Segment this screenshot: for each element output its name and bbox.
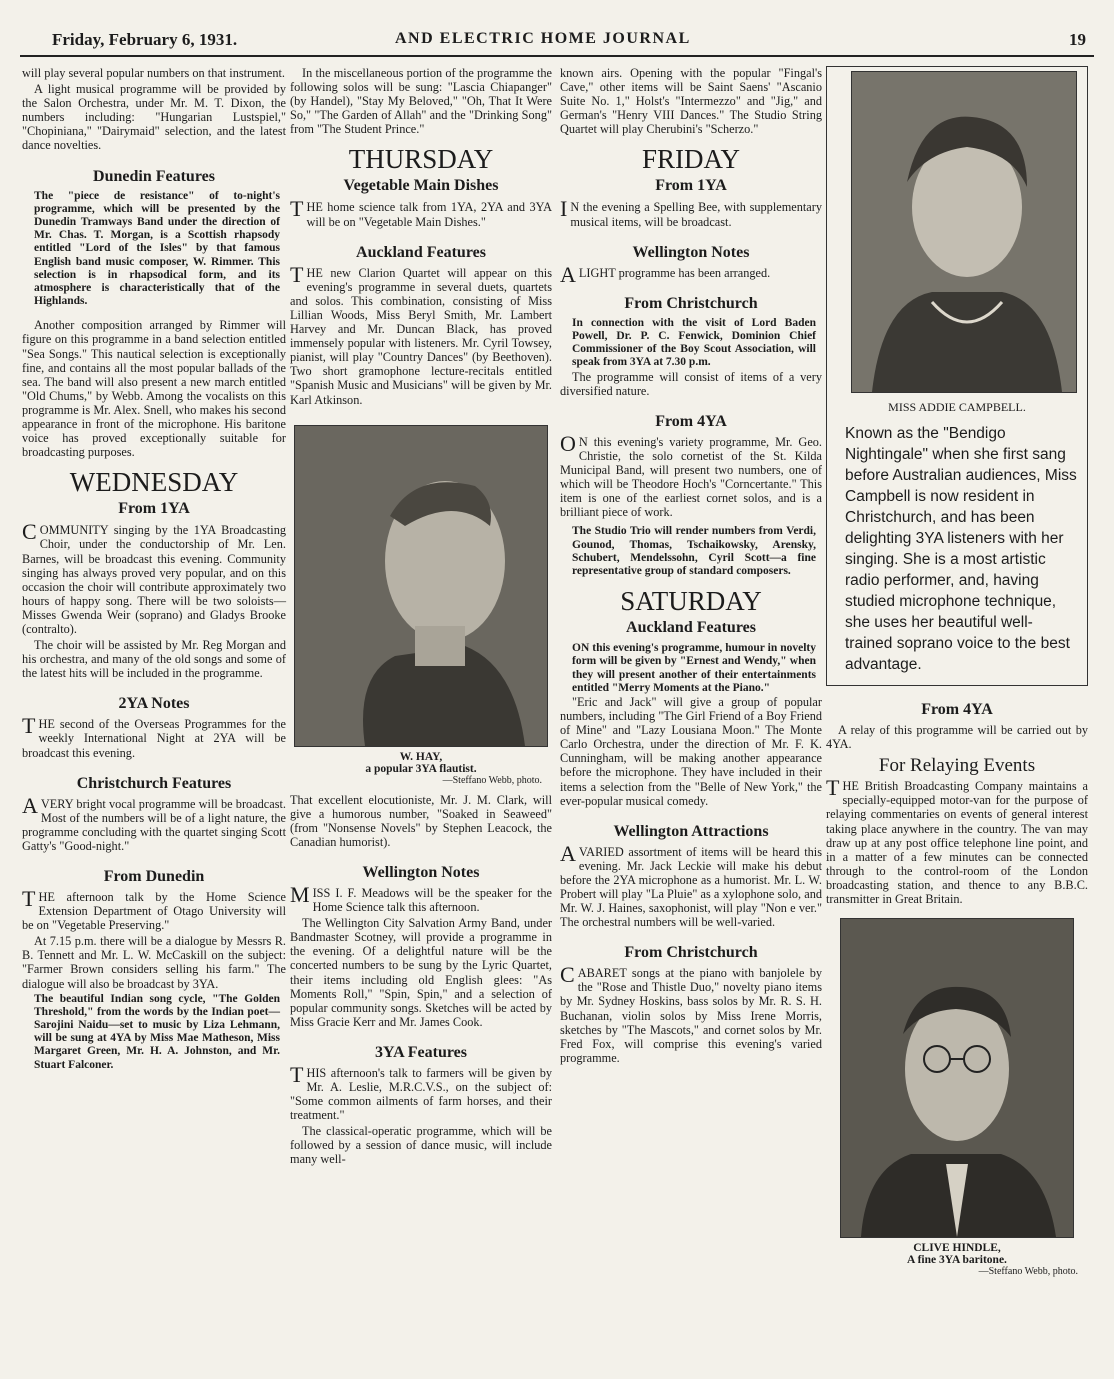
portrait-image: [841, 919, 1073, 1237]
portrait-image: [852, 72, 1077, 392]
caption-credit: —Steffano Webb, photo.: [978, 1266, 1078, 1278]
column-4: [826, 66, 1088, 1278]
heading-saturday: SATURDAY: [620, 586, 762, 617]
paragraph: Another composition arranged by Rimmer will figure on this programme in a band selection entitled "Sea Songs." This nautical selection is exceptionally fine, and contains all the most popular ballads of the sea. The band will also present a new march entitled "Old Chums," by Webb. Among the vocalists on this programme is Mr. Alex. Snell, who makes his second appearance in front of the microphone. His baritone voice has proved exceptionally suitable for broadcasting purposes.: [22, 318, 286, 460]
caption-desc: A fine 3YA baritone.: [907, 1254, 1007, 1267]
paragraph: "Eric and Jack" will give a group of popular numbers, including "The Girl Friend of a Boy Friend of Mine" and "Lazy Lousiana Moon." The Monte Carlo Orchestra, under the direction of Mr. F. K. Cunningham, will be making another appearance before the microphone. They have included in their items a selection from the "Belle of New York," the ever-popular musical comedy.: [560, 694, 822, 808]
bold-paragraph: The "piece de resistance" of to-night's programme, which will be presented by the Dunedin Tramways Band under the direction of Mr. Chas. T. Morgan, is a Scottish rhapsody entitled "Lord of the Isles" by that famous English band music composer, W. Rimmer. This selection is in rhapsodical form, and its atmosphere is characteristically that of the Highlands.: [34, 189, 280, 308]
paragraph: The choir will be assisted by Mr. Reg Morgan and his orchestra, and many of the old songs and some of the latest hits will be included in the programme.: [22, 638, 286, 681]
issue-date: Friday, February 6, 1931.: [52, 30, 238, 49]
paragraph: ON this evening's variety programme, Mr. Geo. Christie, the solo cornetist of the St. Kilda Municipal Band, will present two numbers, one of which will be Theodore Hoch's "Corncertante." This item is one of the earliest cornet solos, and is a brilliant piece of work.: [560, 430, 822, 520]
heading-wellington-notes: Wellington Notes: [632, 243, 750, 261]
paragraph: At 7.15 p.m. there will be a dialogue by Messrs R. B. Tennett and Mr. L. W. McCaskill on the subject: "Farmer Brown considers selling his farm." The dialogue will also be broadcast by 3YA.: [22, 934, 286, 991]
paragraph: The classical-operatic programme, which will be followed by a session of dance music, will include many well-: [290, 1124, 552, 1167]
caption-credit: —Steffano Webb, photo.: [442, 774, 542, 786]
paragraph: THE afternoon talk by the Home Science Extension Department of Otago University will be on "Vegetable Preserving.": [22, 886, 286, 933]
paragraph: AVERY bright vocal programme will be broadcast. Most of the numbers will be of a light nature, the programme concluding with the quartet singing Scott Gatty's "Good-night.": [22, 792, 286, 853]
photo-caption: MISS ADDIE CAMPBELL.: [888, 400, 1026, 414]
heading-wellington-attractions: Wellington Attractions: [613, 822, 769, 840]
paragraph: IN the evening a Spelling Bee, with supplementary musical items, will be broadcast.: [560, 196, 822, 229]
page-header: [30, 22, 1094, 58]
heading-3ya-features: 3YA Features: [375, 1043, 467, 1061]
heading-from-4ya: From 4YA: [921, 701, 993, 718]
bold-paragraph: The Studio Trio will render numbers from Verdi, Gounod, Thomas, Tschaikowsky, Arensky, Schubert, Mendelssohn, Cyril Scott—a fine representative group of standard composers.: [572, 525, 816, 577]
page-number: 19: [1069, 30, 1086, 49]
paragraph: AVARIED assortment of items will be heard this evening. Mr. Jack Leckie will make his debut before the 2YA microphone as a humorist. Mr. L. W. Probert will play "La Pluie" as a xylophone solo, and Mr. W. J. Haines, saxophonist, will play "Non e ver." The orchestral numbers will be well-varied.: [560, 840, 822, 930]
column-3: [560, 66, 822, 1067]
paragraph: ALIGHT programme has been arranged.: [560, 261, 771, 287]
paragraph: THE second of the Overseas Programmes for the weekly International Night at 2YA will be broadcast this evening.: [22, 713, 286, 760]
paragraph: A relay of this programme will be carried out by 4YA.: [826, 723, 1088, 752]
bold-paragraph: In connection with the visit of Lord Baden Powell, Dr. P. C. Fenwick, Dominion Chief Commissioner of the Boy Scout Association, will speak from 3YA at 7.30 p.m.: [572, 316, 816, 369]
feature-box: [826, 66, 1088, 686]
paragraph: The Wellington City Salvation Army Band, under Bandmaster Scotney, will provide a programme in the evening. Of a delightful nature will be the concerted numbers to be sung by the Lyric Quartet, their items including old English glees: "As Moments Roll," "Spin, Spin," and a selection of popular community songs. Sketches will be acted by Miss Gracie Kerr and Mr. James Cook.: [290, 916, 552, 1029]
paragraph: THE home science talk from 1YA, 2YA and 3YA will be on "Vegetable Main Dishes.": [290, 196, 552, 229]
portrait-image: [295, 426, 548, 746]
photo-caption: [826, 1242, 1088, 1278]
heading-wellington-notes: Wellington Notes: [362, 863, 480, 881]
heading-dunedin-features: Dunedin Features: [93, 167, 215, 185]
paragraph: CABARET songs at the piano with banjolele by the "Rose and Thistle Duo," novelty piano items by Mr. Sydney Hoskins, bass solos by Mr. R. S. H. Buchanan, violin solos by Miss Irene Morris, sketches by "The Mascots," and cornet solos by Mr. Fred Fox, will comprise this evening's varied programme.: [560, 962, 822, 1065]
bold-paragraph: ON this evening's programme, humour in novelty form will be given by "Ernest and Wendy," when they will present another of their entertainments entitled "Merry Moments at the Piano.": [572, 642, 816, 694]
subheading-from-1ya: From 1YA: [118, 500, 190, 518]
caption-name: CLIVE HINDLE,: [913, 1242, 1001, 1255]
subheading-from-1ya: From 1YA: [655, 177, 727, 195]
paragraph: will play several popular numbers on that instrument.: [22, 66, 285, 80]
heading-christchurch-features: Christchurch Features: [76, 774, 232, 792]
photo-w-hay: [294, 425, 548, 747]
bold-paragraph: The beautiful Indian song cycle, "The Golden Threshold," from the words by the Indian poet—Sarojini Naidu—set to music by Liza Lehmann, will be sung at 4YA by Miss Mae Matheson, Miss Margaret Green, Mr. H. A. Johnston, and Mr. Stuart Falconer.: [34, 992, 280, 1071]
paragraph: THIS afternoon's talk to farmers will be given by Mr. A. Leslie, M.R.C.V.S., on the subject of: "Some common ailments of farm horses, and their treatment.": [290, 1061, 552, 1123]
journal-title: AND ELECTRIC HOME JOURNAL: [395, 30, 691, 47]
paragraph: A light musical programme will be provided by the Salon Orchestra, under Mr. M. T. Dixon, the numbers including: "Hungarian Lustspiel," "Chopiniana," "Dairymaid" selection, and the latest dance novelties.: [22, 82, 286, 153]
paragraph: THE new Clarion Quartet will appear on this evening's programme in several duets, quartets and solos. This combination, consisting of Miss Lillian Woods, Miss Beryl Smith, Mr. Lambert Harvey and Mr. Duncan Black, has proved immensely popular with listeners. Mr. Cyril Towsey, pianist, will play "Country Dances" (by Beethoven). Two short gramophone lecture-recitals entitled "Spanish Music and Musicians" will be given by Mr. Karl Atkinson.: [290, 261, 552, 407]
paragraph: known airs. Opening with the popular "Fingal's Cave," other items will be Saint Saens' "Ascanio Suite No. 1," Holst's "Intermezzo" and "Jig," and German's "Henry VIII Dances." The Studio String Quartet will play Cherubini's "Scherzo.": [560, 66, 822, 137]
column-2: [290, 66, 552, 1169]
caption-name: W. HAY,: [399, 750, 443, 763]
heading-auckland-features: Auckland Features: [356, 243, 486, 261]
caption-desc: a popular 3YA flautist.: [365, 762, 477, 775]
subheading-auckland-features: Auckland Features: [626, 619, 756, 637]
paragraph: In the miscellaneous portion of the programme the following solos will be sung: "Lascia Chiapanger" (by Handel), "Stay My Beloved," "Oh, That It Were So," "The Garden of Allah" and the "Drinking Song" from "The Student Prince.": [290, 66, 552, 137]
header-rule: [20, 55, 1094, 57]
paragraph: THE British Broadcasting Company maintains a specially-equipped motor-van for the purpose of relaying commentaries on events of general interest taking place anywhere in the country. The van may draw up at any post office telephone line point, and in a matter of a few minutes can be connected through to the control-room of the London broadcasting station, and thence to any B.B.C. transmitter in Great Britain.: [826, 775, 1088, 907]
photo-clive-hindle: [840, 918, 1074, 1238]
photo-addie-campbell: [851, 71, 1077, 393]
paragraph: That excellent elocutioniste, Mr. J. M. Clark, will give a humorous number, "Soaked in Seaweed" (from "Nonsense Novels" by Stephen Leacock, the Canadian humorist).: [290, 792, 552, 849]
subheading-vegetable-main-dishes: Vegetable Main Dishes: [343, 177, 499, 195]
paragraph: MISS I. F. Meadows will be the speaker for the Home Science talk this afternoon.: [290, 881, 552, 915]
heading-for-relaying-events: For Relaying Events: [878, 755, 1036, 777]
heading-from-4ya: From 4YA: [655, 412, 727, 430]
heading-thursday: THURSDAY: [348, 144, 494, 175]
heading-wednesday: WEDNESDAY: [69, 467, 239, 498]
paragraph: COMMUNITY singing by the 1YA Broadcasting Choir, under the conductorship of Mr. Len. Barnes, will be broadcast this evening. Community singing has always proved very popular, and on this occasion the choir will contribute approximately two hours of happy song. There will be two soloists—Misses Gwenda Weir (soprano) and Gladys Brooke (contralto).: [22, 519, 286, 636]
heading-from-christchurch: From Christchurch: [624, 944, 758, 962]
column-1: [22, 66, 286, 1072]
bio-text: Known as the "Bendigo Nightingale" when she first sang before Australian audiences, Miss Campbell is now resident in Christchurch, and has been delighting 3YA listeners with her singing. She is a most artistic radio performer, and, having studied microphone technique, she uses her beautiful well-trained soprano voice to the best advantage.: [845, 425, 1077, 673]
heading-friday: FRIDAY: [641, 144, 741, 175]
heading-2ya-notes: 2YA Notes: [118, 695, 190, 713]
photo-caption: [290, 751, 552, 787]
heading-from-christchurch: From Christchurch: [624, 294, 758, 312]
heading-from-dunedin: From Dunedin: [103, 868, 205, 886]
paragraph: The programme will consist of items of a very diversified nature.: [560, 369, 822, 398]
